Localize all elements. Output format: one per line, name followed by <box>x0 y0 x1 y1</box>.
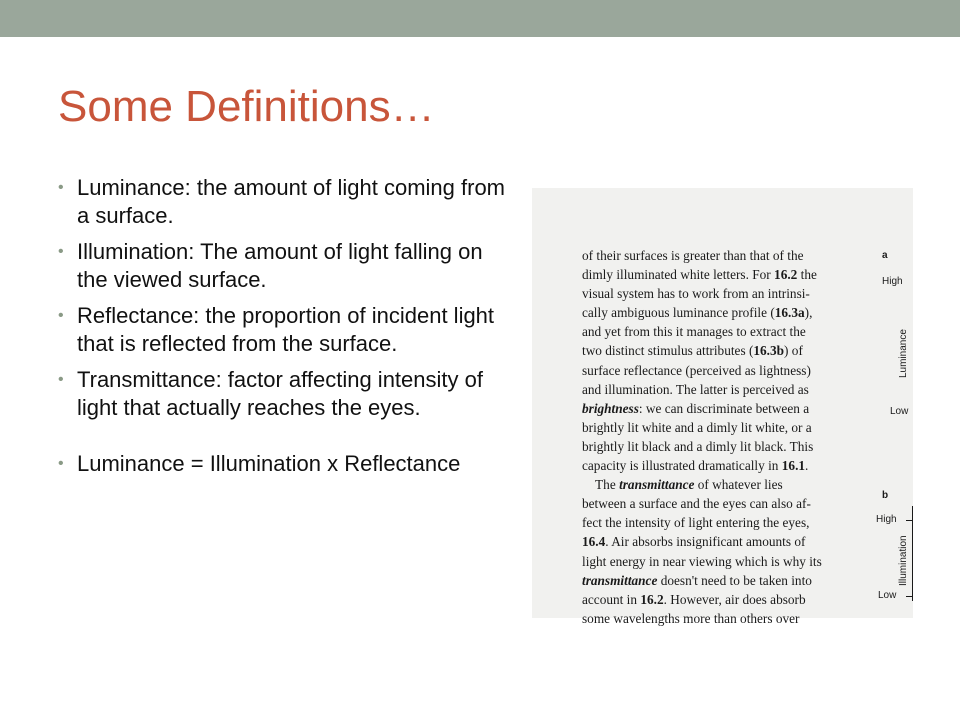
bullet-luminance: • Luminance: the amount of light coming from a surface. <box>58 174 518 230</box>
figure-panel-b-axis <box>912 506 913 601</box>
excerpt-line: between a surface and the eyes can also af- <box>582 496 811 512</box>
figure-panel-b-tick-low <box>906 596 912 597</box>
bullet-illumination: • Illumination: The amount of light falling on the viewed surface. <box>58 238 518 294</box>
excerpt-line: cally ambiguous luminance profile (16.3a), <box>582 305 813 321</box>
bullet-equation: • Luminance = Illumination x Reflectance <box>58 450 518 478</box>
excerpt-line: two distinct stimulus attributes (16.3b) of <box>582 343 803 359</box>
excerpt-line: dimly illuminated white letters. For 16.2 the <box>582 267 817 283</box>
excerpt-line: transmittance doesn't need to be taken into <box>582 572 812 588</box>
excerpt-line: and illumination. The latter is perceived as <box>582 381 809 397</box>
excerpt-line: of their surfaces is greater than that of the <box>582 248 804 263</box>
slide-title: Some Definitions… <box>58 82 435 131</box>
figure-panel-a-letter: a <box>882 250 888 261</box>
top-accent-bar <box>0 0 960 37</box>
excerpt-line: brightly lit black and a dimly lit black. This <box>582 438 814 454</box>
figure-panel-a-high: High <box>882 276 903 287</box>
excerpt-line: brightness: we can discriminate between a <box>582 400 810 416</box>
figure-panel-b-axis-label: Illumination <box>898 535 909 586</box>
figure-panel-a-axis-label: Luminance <box>898 329 909 378</box>
figure-panel-b-low: Low <box>878 590 897 601</box>
excerpt-line: and yet from this it manages to extract the <box>582 324 806 340</box>
figure-panel-a-low: Low <box>890 406 909 417</box>
excerpt-line: some wavelengths more than others over <box>582 610 800 626</box>
definitions-list <box>58 174 518 486</box>
bullet-reflectance: • Reflectance: the proportion of incident light that is reflected from the surface. <box>58 302 518 358</box>
excerpt-line: account in 16.2. However, air does absorb <box>582 591 806 607</box>
figure-panel-b-tick-high <box>906 520 912 521</box>
bullet-transmittance: • Transmittance: factor affecting intensity of light that actually reaches the eyes. <box>58 366 518 422</box>
excerpt-line: capacity is illustrated dramatically in 16.1. <box>582 458 809 474</box>
excerpt-line: visual system has to work from an intrinsi- <box>582 286 810 302</box>
book-excerpt-text <box>582 246 852 628</box>
excerpt-line: 16.4. Air absorbs insignificant amounts of <box>582 534 806 550</box>
excerpt-line: surface reflectance (perceived as lightness) <box>582 362 811 378</box>
excerpt-line: fect the intensity of light entering the eyes, <box>582 515 810 531</box>
book-excerpt-image <box>532 188 913 626</box>
excerpt-line: The transmittance of whatever lies <box>582 477 783 493</box>
excerpt-line: brightly lit white and a dimly lit white, or a <box>582 419 812 435</box>
figure-panel-b-letter: b <box>882 490 889 501</box>
figure-panel-b-high: High <box>876 514 897 525</box>
excerpt-line: light energy in near viewing which is why its <box>582 553 822 569</box>
